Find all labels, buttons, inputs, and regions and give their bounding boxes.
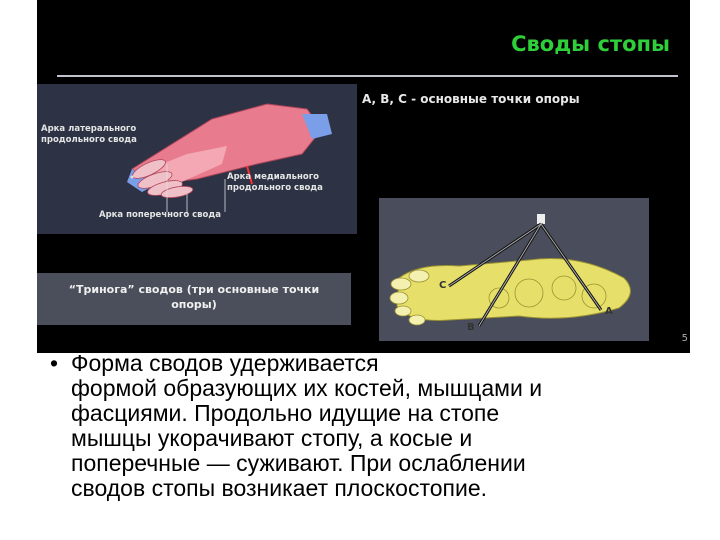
- point-c-label: C: [439, 280, 447, 291]
- point-a-label: A: [605, 306, 613, 317]
- title-rule: [57, 75, 678, 77]
- tripod-foot-illustration: [379, 198, 649, 341]
- tripod-caption-box: [37, 273, 351, 325]
- label-lateral-arch: Арка латерального продольного свода: [41, 124, 137, 145]
- support-points-caption: A, B, C - основные точки опоры: [362, 92, 580, 106]
- label-medial-arch: Арка медиального продольного свода: [227, 172, 323, 193]
- bullet-symbol: •: [50, 350, 59, 376]
- page-number: 5: [681, 333, 688, 344]
- bullet-paragraph: [50, 351, 700, 501]
- slide-image: [37, 0, 690, 353]
- tripod-caption: “Тринога” сводов (три основные точки опоры): [68, 283, 320, 311]
- label-transverse-arch: Арка поперечного свода: [99, 210, 221, 220]
- point-b-label: B: [467, 322, 475, 333]
- foot-arches-panel: [37, 84, 357, 234]
- bullet-text: Форма сводов удерживается формой образующих их костей, мышцами и фасциями. Продольно идущие на стопе мышцы укорачивают стопу, а косые и поперечные — суживают. При ослаблении сводов стопы возникает плоскостопие.: [71, 350, 543, 501]
- tripod-panel: [379, 198, 649, 341]
- slide-title: Своды стопы: [511, 32, 670, 56]
